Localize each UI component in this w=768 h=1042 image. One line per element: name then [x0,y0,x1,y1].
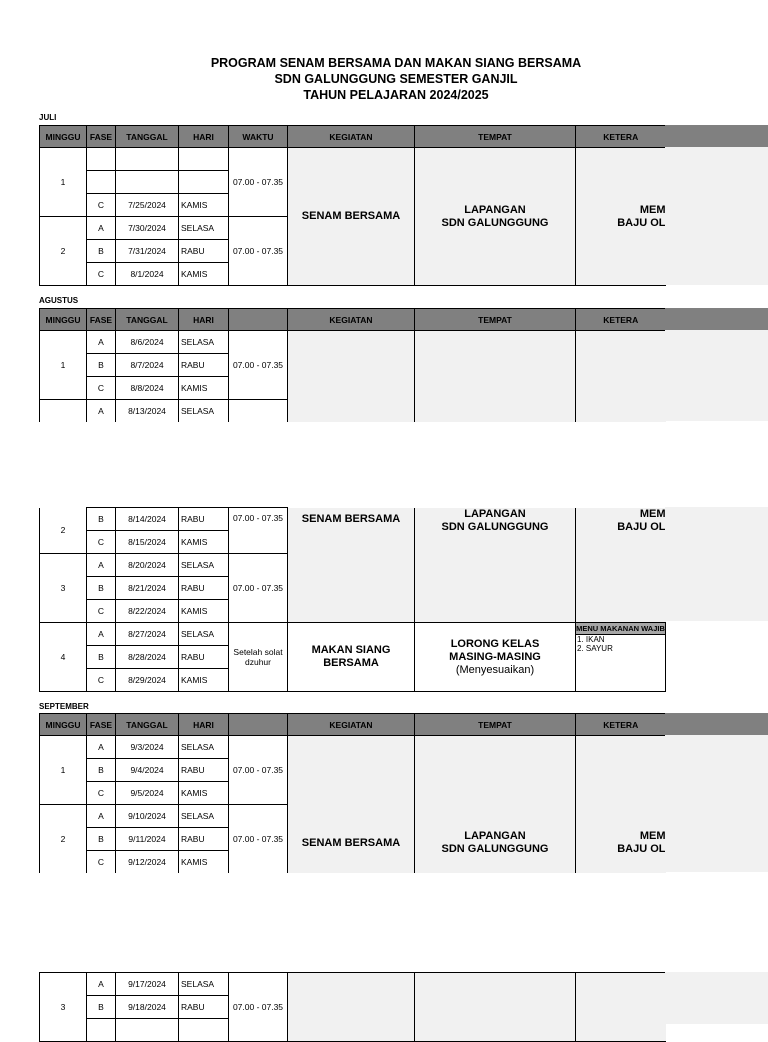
cell-hari: KAMIS [179,531,229,554]
cell-fase: C [87,263,116,286]
cell-minggu: 1 [40,736,87,805]
header-minggu: MINGGU [40,714,87,736]
header-extension [665,713,768,735]
tempat-line-2: MASING-MASING [449,650,541,663]
table-header-row [40,309,666,331]
cell-hari [179,148,229,171]
header-fase: FASE [87,714,116,736]
cell-fase: A [87,331,116,354]
header-waktu [229,309,288,331]
kegiatan-text: SENAM BERSAMA [301,210,401,222]
cell-waktu: 07.00 - 07.35 [229,736,288,805]
tempat-line-1: LAPANGAN [464,507,526,520]
grey-extension [665,330,768,421]
cell-fase: B [87,996,116,1019]
header-minggu: MINGGU [40,309,87,331]
cell-tanggal: 8/6/2024 [116,331,179,354]
table-row [40,331,666,354]
cell-hari: KAMIS [179,782,229,805]
cell-fase: A [87,217,116,240]
cell-hari: KAMIS [179,600,229,623]
cell-hari: RABU [179,508,229,531]
cell-tanggal: 8/21/2024 [116,577,179,600]
cell-keterangan [576,508,666,623]
cell-kegiatan [288,508,415,623]
cell-fase: A [87,736,116,759]
cell-waktu: 07.00 - 07.35 [229,554,288,623]
cell-fase: C [87,531,116,554]
cell-minggu: 1 [40,148,87,217]
cell-minggu: 3 [40,973,87,1042]
cell-hari: RABU [179,759,229,782]
table-row [40,508,666,531]
schedule-table-september [39,713,666,874]
cell-minggu: 4 [40,623,87,692]
header-tanggal: TANGGAL [116,714,179,736]
cell-keterangan [576,736,666,874]
cell-hari: RABU [179,577,229,600]
cell-fase: C [87,377,116,400]
table-row [40,148,666,171]
header-hari: HARI [179,714,229,736]
cell-waktu: 07.00 - 07.35 [229,973,288,1042]
cell-hari [179,1019,229,1042]
page-break-gap [0,422,768,506]
cell-tanggal: 9/18/2024 [116,996,179,1019]
cell-keterangan [576,973,666,1042]
cell-tanggal: 8/14/2024 [116,508,179,531]
cell-tanggal: 9/4/2024 [116,759,179,782]
table-row [40,973,666,996]
menu-title: MENU MAKANAN WAJIB [576,624,665,633]
kegiatan-text: SENAM BERSAMA [301,836,401,849]
schedule-table-agustus [39,308,666,423]
cell-tanggal: 9/17/2024 [116,973,179,996]
cell-hari: KAMIS [179,263,229,286]
cell-fase [87,171,116,194]
cell-hari: SELASA [179,736,229,759]
title-line-1: PROGRAM SENAM BERSAMA DAN MAKAN SIANG BERSAMA [210,56,582,70]
menu-item: 2. SAYUR [577,644,613,653]
menu-item: 1. IKAN [577,635,605,644]
table-row [40,623,666,646]
cell-hari: SELASA [179,973,229,996]
cell-fase [87,1019,116,1042]
grey-extension [665,972,768,1024]
cell-keterangan [576,623,666,692]
header-waktu: WAKTU [229,126,288,148]
cell-tanggal: 7/25/2024 [116,194,179,217]
keterangan-line-2: BAJU OL [617,842,666,855]
cell-fase: A [87,400,116,423]
grey-extension [665,147,768,285]
cell-keterangan [576,331,666,423]
table-header-row [40,714,666,736]
header-tanggal: TANGGAL [116,126,179,148]
cell-hari: SELASA [179,623,229,646]
document-title [0,55,768,103]
cell-hari: RABU [179,354,229,377]
cell-hari: KAMIS [179,851,229,874]
cell-tanggal: 8/20/2024 [116,554,179,577]
cell-fase: B [87,759,116,782]
cell-fase: C [87,194,116,217]
cell-minggu: 3 [40,554,87,623]
schedule-table-juli [39,125,666,286]
cell-fase: B [87,646,116,669]
cell-tanggal: 9/11/2024 [116,828,179,851]
cell-tempat [415,736,576,874]
cell-hari: KAMIS [179,194,229,217]
tempat-line-1: LAPANGAN [464,203,526,216]
cell-waktu [229,400,288,423]
cell-hari: RABU [179,240,229,263]
cell-waktu: 07.00 - 07.35 [229,331,288,400]
tempat-line-1: LAPANGAN [464,829,526,842]
cell-kegiatan [288,623,415,692]
cell-hari: SELASA [179,331,229,354]
table-header-row [40,126,666,148]
cell-fase: A [87,805,116,828]
cell-kegiatan [288,331,415,423]
grey-extension [665,735,768,872]
header-kegiatan: KEGIATAN [288,126,415,148]
cell-hari: KAMIS [179,377,229,400]
header-extension [665,125,768,147]
header-tempat: TEMPAT [415,126,576,148]
cell-tanggal [116,171,179,194]
cell-tempat [415,623,576,692]
cell-tanggal: 8/29/2024 [116,669,179,692]
cell-tanggal: 9/12/2024 [116,851,179,874]
header-fase: FASE [87,126,116,148]
cell-tanggal: 8/13/2024 [116,400,179,423]
header-tanggal: TANGGAL [116,309,179,331]
header-hari: HARI [179,126,229,148]
header-tempat: TEMPAT [415,309,576,331]
tempat-line-1: LORONG KELAS [450,637,540,650]
header-minggu: MINGGU [40,126,87,148]
month-label-juli: JULI [39,113,57,122]
table-row [40,736,666,759]
cell-hari: RABU [179,646,229,669]
schedule-table-september-cont [39,972,666,1042]
cell-fase: B [87,240,116,263]
cell-tanggal: 9/5/2024 [116,782,179,805]
header-kegiatan: KEGIATAN [288,309,415,331]
cell-tanggal: 9/3/2024 [116,736,179,759]
cell-tanggal: 8/1/2024 [116,263,179,286]
cell-minggu: 1 [40,331,87,400]
cell-minggu [40,400,87,423]
cell-tanggal: 7/31/2024 [116,240,179,263]
cell-waktu: 07.00 - 07.35 [229,805,288,874]
cell-kegiatan [288,148,415,286]
header-keterangan: KETERA [576,309,666,331]
cell-waktu: Setelah solat dzuhur [229,623,288,692]
kegiatan-text: MAKAN SIANG BERSAMA [311,644,391,669]
cell-tempat [415,331,576,423]
cell-tanggal: 9/10/2024 [116,805,179,828]
cell-hari: SELASA [179,400,229,423]
cell-tanggal: 8/28/2024 [116,646,179,669]
cell-fase: A [87,973,116,996]
tempat-line-2: SDN GALUNGGUNG [441,842,549,855]
cell-hari: RABU [179,996,229,1019]
header-fase: FASE [87,309,116,331]
header-hari: HARI [179,309,229,331]
cell-tempat [415,148,576,286]
cell-hari [179,171,229,194]
cell-minggu: 2 [40,508,87,554]
cell-hari: SELASA [179,217,229,240]
cell-tanggal [116,148,179,171]
cell-waktu: 07.00 - 07.35 [229,217,288,286]
cell-minggu: 2 [40,805,87,874]
keterangan-line-1: MEM [639,203,666,216]
cell-hari: RABU [179,828,229,851]
cell-waktu: 07.00 - 07.35 [229,508,288,554]
page-break-gap [0,873,768,971]
cell-tanggal: 8/22/2024 [116,600,179,623]
header-keterangan: KETERA [576,126,666,148]
cell-tanggal: 8/8/2024 [116,377,179,400]
tempat-line-2: SDN GALUNGGUNG [441,216,549,229]
cell-fase: A [87,554,116,577]
schedule-table-agustus-cont [39,507,666,692]
title-line-2: SDN GALUNGGUNG SEMESTER GANJIL [274,72,518,86]
cell-tempat [415,508,576,623]
tempat-line-2: SDN GALUNGGUNG [441,520,549,533]
keterangan-line-2: BAJU OL [617,216,666,229]
header-keterangan: KETERA [576,714,666,736]
keterangan-line-1: MEM [639,507,666,520]
header-tempat: TEMPAT [415,714,576,736]
keterangan-line-2: BAJU OL [617,520,666,533]
cell-keterangan [576,148,666,286]
cell-fase: C [87,782,116,805]
cell-tanggal: 8/7/2024 [116,354,179,377]
cell-fase: A [87,623,116,646]
cell-fase: C [87,600,116,623]
cell-hari: SELASA [179,554,229,577]
cell-fase [87,148,116,171]
cell-fase: C [87,851,116,874]
cell-waktu: 07.00 - 07.35 [229,148,288,217]
cell-fase: B [87,577,116,600]
tempat-line-3: (Menyesuaikan) [455,663,535,676]
grey-extension [665,507,768,621]
cell-kegiatan [288,973,415,1042]
keterangan-line-1: MEM [639,829,666,842]
kegiatan-text: SENAM BERSAMA [301,512,401,525]
cell-minggu: 2 [40,217,87,286]
header-kegiatan: KEGIATAN [288,714,415,736]
cell-tanggal [116,1019,179,1042]
cell-kegiatan [288,736,415,874]
cell-fase: B [87,828,116,851]
cell-tanggal: 7/30/2024 [116,217,179,240]
cell-hari: SELASA [179,805,229,828]
header-waktu [229,714,288,736]
menu-box [576,623,665,653]
cell-fase: B [87,354,116,377]
cell-fase: B [87,508,116,531]
cell-tanggal: 8/15/2024 [116,531,179,554]
cell-fase: C [87,669,116,692]
month-label-agustus: AGUSTUS [39,296,79,305]
cell-tempat [415,973,576,1042]
cell-hari: KAMIS [179,669,229,692]
header-extension [665,308,768,330]
title-line-3: TAHUN PELAJARAN 2024/2025 [303,88,489,102]
cell-tanggal: 8/27/2024 [116,623,179,646]
month-label-september: SEPTEMBER [39,702,89,711]
